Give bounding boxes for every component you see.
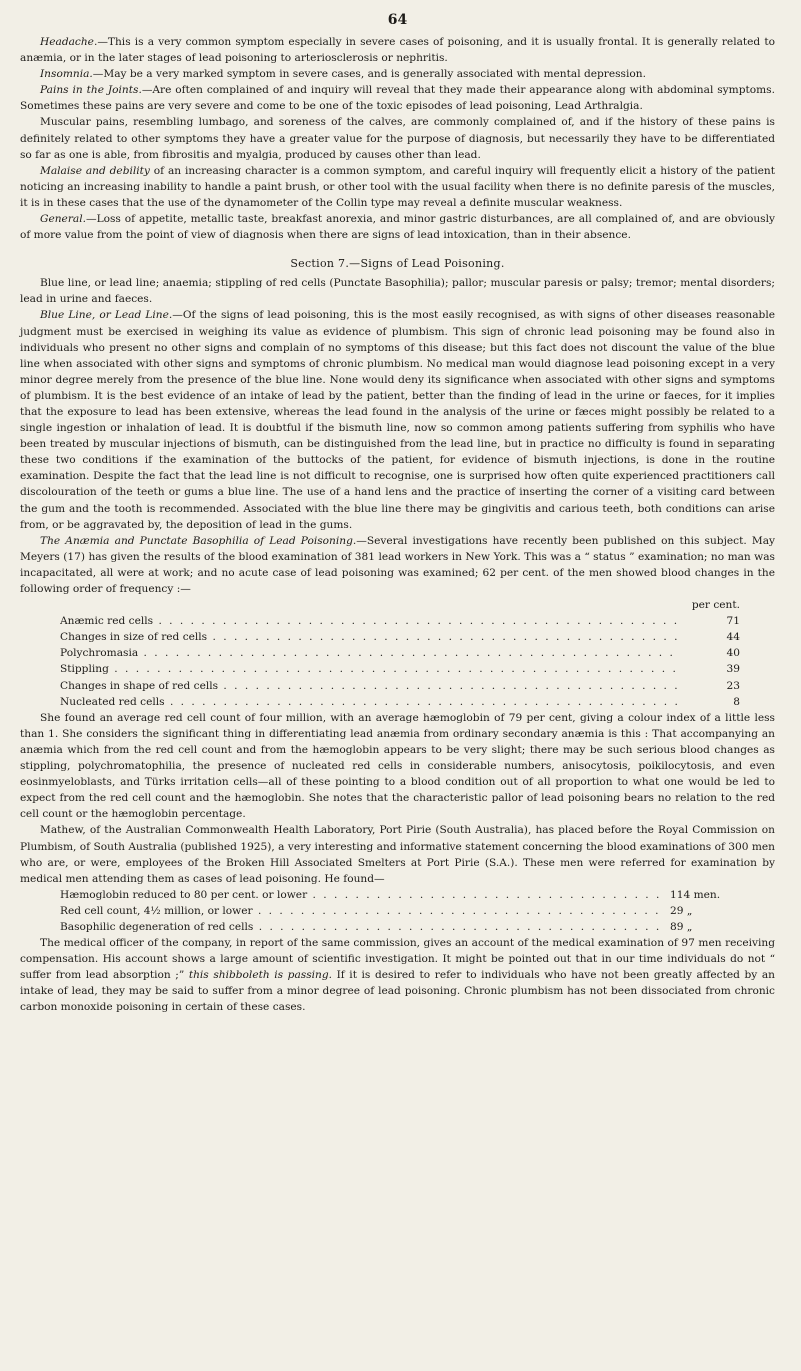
run-heading: Malaise and debility [40,164,150,177]
row-value: 8 [733,695,740,708]
paragraph-malaise [20,163,775,211]
run-text: —May be a very marked symptom in severe cases, and is generally associated with mental depression. [92,68,646,81]
run-italic: this shibboleth is passing. [188,969,333,982]
row-value: 71 [726,615,740,628]
row-value: 23 [726,679,740,692]
paragraph-signs-list [20,275,775,307]
table-row [60,645,740,661]
paragraph-anaemia [20,533,775,597]
table-row [60,887,740,903]
row-label: Stippling . . . [60,661,680,677]
table-row [60,919,740,935]
row-label: Hæmoglobin reduced to 80 per cent. or lower . . . [60,887,664,903]
row-value: 89 „ [670,920,693,933]
run-text: —Of the signs of lead poisoning, this is the most easily recognised, as with signs of other diseases reasonable judgment must be exercised in weighing its value as evidence of plumbism. This sign of chronic lead poisoning may be found also in individuals who present no other signs and complain of no symptoms of this disease; but this fact does not discount the value of the blue line when associated with other signs and symptoms of chronic plumbism. No medical man would diagnose lead poisoning except in a very minor degree merely from the presence of the blue line. None would deny its significance when associated with other signs and symptoms of plumbism. It is the best evidence of an intake of lead by the patient, better than the finding of lead in the urine or faeces, for it implies that the exposure to lead has been extensive, whereas the lead found in the analysis of the urine or fæces might possibly be related to a single ingestion or inhalation of lead. It is doubtful if the bismuth line, now so common among patients suffering from syphilis who have been treated by muscular injections of bismuth, can be distinguished from the lead line, but in practice no difficulty is found in separating these two conditions if the examination of the buttocks of the patient, for evidence of bismuth injections, is done in the routine examination. Despite the fact that the lead line is not difficult to recognise, one is surprised how often quite experienced practitioners call discolouration of the teeth or gums a blue line. The use of a hand lens and the practice of inserting the corner of a visiting card between the gum and the tooth is recommended. Associated with the blue line there may be gingivitis and carious teeth, both conditions can arise from, or be aggravated by, the deposition of lead in the gums. [20,309,775,531]
row-label: Nucleated red cells . . . [60,694,680,710]
run-text: —Loss of appetite, metallic taste, breakfast anorexia, and minor gastric disturbances, are all complained of, and are obviously of more value from the point of view of diagnosis when there are signs of lead intoxication, than in their absence. [20,213,775,242]
row-label: Anæmic red cells . . . [60,613,680,629]
paragraph-general [20,211,775,243]
table-row [60,694,740,710]
run-text: Muscular pains, resembling lumbago, and soreness of the calves, are commonly complained of, and if the history of these pains is definitely related to other symptoms they have a greater value for the purpose of diagnosis, but necessarily they have to be differentiated so far as one is able, from fibrositis and myalgia, produced by causes other than lead. [20,116,775,161]
paragraph-medical-officer [20,935,775,1015]
row-label: Changes in size of red cells . . . [60,629,680,645]
run-heading: The Anæmia and Punctate Basophilia of Lead Poisoning. [40,534,357,547]
table-header-row [60,597,740,613]
run-heading: Headache. [40,36,98,48]
run-text: Blue line, or lead line; anaemia; stippling of red cells (Punctate Basophilia); pallor; muscular paresis or palsy; tremor; mental disorders; lead in urine and faeces. [20,277,775,306]
paragraph-meyers-findings [20,710,775,823]
intro-paragraphs [20,34,775,243]
run-text: —Are often complained of and inquiry will reveal that they made their appearance along with abdominal symptoms. Sometimes these pains are very severe and come to be one of the toxic episodes of lead poisoning, Lead Arthralgia. [20,84,775,113]
row-label: Polychromasia . . . [60,645,680,661]
paragraph-blue-line [20,307,775,532]
row-value: 44 [726,631,740,644]
paragraph-insomnia [20,66,775,82]
row-value: 40 [726,647,740,660]
findings-paragraphs [20,710,775,887]
row-label: Red cell count, 4½ million, or lower . . . [60,903,664,919]
row-label: Basophilic degeneration of red cells . . . [60,919,664,935]
table-row [60,678,740,694]
run-heading: General. [40,213,86,226]
run-text: of an increasing character is a common symptom, and careful inquiry will frequently elicit a history of the patient noticing an increasing inability to handle a paint brush, or other tool with the usual facility when there is no definite paresis of the muscles, it is in these cases that the use of the dynamometer of the Collin type may reveal a definite muscular weakness. [20,164,775,209]
row-value: 114 men. [670,888,721,901]
paragraph-headache [20,34,775,66]
page-number: 64 [387,12,408,28]
row-value: 39 [726,663,740,676]
table-row [60,661,740,677]
row-label: Changes in shape of red cells . . . [60,678,680,694]
run-heading: Blue Line, or Lead Line. [40,309,173,322]
row-value: 29 „ [670,904,693,917]
run-text: —This is a very common symptom especially in severe cases of poisoning, and it is usually frontal. It is generally related to anæmia, or in the later stages of lead poisoning to arteriosclerosis or nephritis. [20,36,775,65]
paragraph-muscular-pains [20,114,775,162]
blood-changes-table [60,597,740,710]
table-row [60,629,740,645]
signs-paragraphs [20,275,775,597]
run-heading: Insomnia. [40,68,93,81]
table-row [60,613,740,629]
section-heading: Section 7.—Signs of Lead Poisoning. [290,257,505,271]
unit-header: per cent. [691,599,740,612]
run-heading: Pains in the Joints. [40,84,142,97]
run-text: She found an average red cell count of four million, with an average hæmoglobin of 79 per cent, giving a colour index of a little less than 1. She considers the significant thing in differentiating lead anæmia from ordinary secondary anæmia is this : That accompanying an anæmia which from the red cell count and from the hæmoglobin appears to be very slight; there may be such serious blood changes as stippling, polychromatophilia, the presence of nucleated red cells in considerable numbers, anisocytosis, poikilocytosis, and even eosinmyeloblasts, and Türks irritation cells—all of these pointing to a blood condition out of all proportion to what one would be led to expect from the red cell count and the hæmoglobin. She notes that the characteristic pallor of lead poisoning bears no relation to the red cell count or the hæmoglobin percentage. [20,711,775,821]
paragraph-joint-pains [20,82,775,114]
run-text: Mathew, of the Australian Commonwealth Health Laboratory, Port Pirie (South Australia), has placed before the Royal Commission on Plumbism, of South Australia (published 1925), a very interesting and informative statement concerning the blood examinations of 300 men who are, or were, employees of the Broken Hill Associated Smelters at Port Pirie (S.A.). These men were referred for examination by medical men attending them as cases of lead poisoning. He found— [20,824,775,885]
mathew-findings-table [60,887,740,935]
table-row [60,903,740,919]
paragraph-mathew [20,822,775,886]
run-text: —Several investigations have recently been published on this subject. May Meyers (17) has given the results of the blood examination of 381 lead workers in New York. This was a “ status ” examination; no man was incapacitated, all were at work; and no acute case of lead poisoning was examined; 62 per cent. of the men showed blood changes in the following order of frequency :— [20,534,775,595]
run-text: If it is desired to refer to individuals who have not been greatly affected by an intake of lead, they may be said to suffer from a minor degree of lead poisoning. Chronic plumbism has not been dissociated from chronic carbon monoxide poisoning in certain of these cases. [20,969,775,1014]
run-text: The medical officer of the company, in report of the same commission, gives an account of the medical examination of 97 men receiving compensation. His account shows a large amount of scientific investigation. It might be pointed out that in our time individuals do not “ suffer from lead absorption ;” [20,937,775,982]
